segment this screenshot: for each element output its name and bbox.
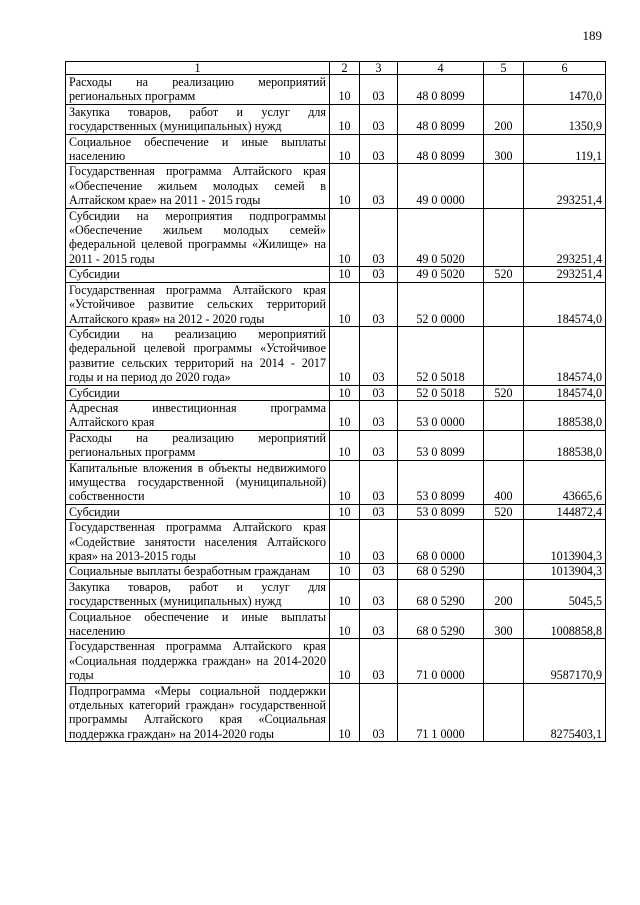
- column-header: 5: [484, 62, 524, 75]
- amount-cell: 1008858,8: [524, 609, 606, 639]
- row-name-cell: Государственная программа Алтайского края «Социальная поддержка граждан» на 2014-2020 годы: [66, 639, 330, 683]
- table-row: [66, 683, 606, 742]
- table-header-row: [66, 62, 606, 75]
- subsection-code-cell: 03: [360, 385, 398, 400]
- amount-cell: 184574,0: [524, 282, 606, 326]
- target-article-cell: 48 0 8099: [398, 134, 484, 164]
- expense-type-cell: 200: [484, 104, 524, 134]
- subsection-code-cell: 03: [360, 75, 398, 105]
- table-row: [66, 520, 606, 564]
- table-row: [66, 282, 606, 326]
- target-article-cell: 49 0 0000: [398, 164, 484, 208]
- subsection-code-cell: 03: [360, 134, 398, 164]
- amount-cell: 43665,6: [524, 460, 606, 504]
- row-name-cell: Социальное обеспечение и иные выплаты населению: [66, 609, 330, 639]
- section-code-cell: 10: [330, 208, 360, 267]
- target-article-cell: 53 0 8099: [398, 430, 484, 460]
- expense-type-cell: 300: [484, 609, 524, 639]
- row-name-cell: Субсидии: [66, 504, 330, 519]
- section-code-cell: 10: [330, 520, 360, 564]
- row-name-cell: Капитальные вложения в объекты недвижимого имущества государственной (муниципальной) собственности: [66, 460, 330, 504]
- target-article-cell: 71 0 0000: [398, 639, 484, 683]
- amount-cell: 188538,0: [524, 430, 606, 460]
- section-code-cell: 10: [330, 609, 360, 639]
- subsection-code-cell: 03: [360, 579, 398, 609]
- amount-cell: 184574,0: [524, 385, 606, 400]
- row-name-cell: Подпрограмма «Меры социальной поддержки отдельных категорий граждан» государственной программы Алтайского края «Социальная поддержка граждан» на 2014-2020 годы: [66, 683, 330, 742]
- table-row: [66, 430, 606, 460]
- subsection-code-cell: 03: [360, 683, 398, 742]
- expense-type-cell: [484, 520, 524, 564]
- section-code-cell: 10: [330, 564, 360, 579]
- subsection-code-cell: 03: [360, 208, 398, 267]
- section-code-cell: 10: [330, 267, 360, 282]
- column-header: 2: [330, 62, 360, 75]
- column-header: 1: [66, 62, 330, 75]
- amount-cell: 1013904,3: [524, 520, 606, 564]
- subsection-code-cell: 03: [360, 564, 398, 579]
- table-row: [66, 579, 606, 609]
- column-header: 6: [524, 62, 606, 75]
- expense-type-cell: 400: [484, 460, 524, 504]
- section-code-cell: 10: [330, 282, 360, 326]
- subsection-code-cell: 03: [360, 460, 398, 504]
- amount-cell: 293251,4: [524, 164, 606, 208]
- subsection-code-cell: 03: [360, 609, 398, 639]
- target-article-cell: 68 0 5290: [398, 579, 484, 609]
- table-row: [66, 326, 606, 385]
- target-article-cell: 48 0 8099: [398, 75, 484, 105]
- subsection-code-cell: 03: [360, 400, 398, 430]
- page-number: 189: [582, 28, 602, 43]
- section-code-cell: 10: [330, 579, 360, 609]
- row-name-cell: Государственная программа Алтайского края «Устойчивое развитие сельских территорий Алтайского края» на 2012 - 2020 годы: [66, 282, 330, 326]
- row-name-cell: Расходы на реализацию мероприятий региональных программ: [66, 75, 330, 105]
- row-name-cell: Социальные выплаты безработным гражданам: [66, 564, 330, 579]
- row-name-cell: Субсидии: [66, 385, 330, 400]
- expense-type-cell: [484, 400, 524, 430]
- table-row: [66, 104, 606, 134]
- amount-cell: 188538,0: [524, 400, 606, 430]
- expense-type-cell: [484, 430, 524, 460]
- table-row: [66, 504, 606, 519]
- expense-type-cell: 520: [484, 504, 524, 519]
- section-code-cell: 10: [330, 134, 360, 164]
- target-article-cell: 68 0 5290: [398, 564, 484, 579]
- target-article-cell: 71 1 0000: [398, 683, 484, 742]
- amount-cell: 9587170,9: [524, 639, 606, 683]
- amount-cell: 5045,5: [524, 579, 606, 609]
- subsection-code-cell: 03: [360, 520, 398, 564]
- target-article-cell: 53 0 8099: [398, 504, 484, 519]
- expense-type-cell: [484, 208, 524, 267]
- section-code-cell: 10: [330, 164, 360, 208]
- amount-cell: 8275403,1: [524, 683, 606, 742]
- expense-type-cell: 300: [484, 134, 524, 164]
- target-article-cell: 48 0 8099: [398, 104, 484, 134]
- table-row: [66, 609, 606, 639]
- target-article-cell: 52 0 5018: [398, 326, 484, 385]
- amount-cell: 184574,0: [524, 326, 606, 385]
- table-row: [66, 385, 606, 400]
- section-code-cell: 10: [330, 430, 360, 460]
- row-name-cell: Государственная программа Алтайского края «Содействие занятости населения Алтайского края» на 2013-2015 годы: [66, 520, 330, 564]
- row-name-cell: Расходы на реализацию мероприятий региональных программ: [66, 430, 330, 460]
- expense-type-cell: 520: [484, 267, 524, 282]
- section-code-cell: 10: [330, 683, 360, 742]
- subsection-code-cell: 03: [360, 164, 398, 208]
- amount-cell: 119,1: [524, 134, 606, 164]
- subsection-code-cell: 03: [360, 639, 398, 683]
- amount-cell: 293251,4: [524, 267, 606, 282]
- target-article-cell: 52 0 5018: [398, 385, 484, 400]
- table-row: [66, 134, 606, 164]
- section-code-cell: 10: [330, 639, 360, 683]
- expense-type-cell: [484, 164, 524, 208]
- table-row: [66, 400, 606, 430]
- row-name-cell: Субсидии на реализацию мероприятий федеральной целевой программы «Устойчивое развитие сельских территорий на 2014 - 2017 годы и на период до 2020 года»: [66, 326, 330, 385]
- expense-type-cell: [484, 282, 524, 326]
- column-header: 4: [398, 62, 484, 75]
- row-name-cell: Адресная инвестиционная программа Алтайского края: [66, 400, 330, 430]
- table-row: [66, 639, 606, 683]
- target-article-cell: 49 0 5020: [398, 208, 484, 267]
- row-name-cell: Субсидии на мероприятия подпрограммы «Обеспечение жильем молодых семей» федеральной целевой программы «Жилище» на 2011 - 2015 годы: [66, 208, 330, 267]
- amount-cell: 1470,0: [524, 75, 606, 105]
- section-code-cell: 10: [330, 385, 360, 400]
- expense-type-cell: [484, 683, 524, 742]
- table-row: [66, 460, 606, 504]
- row-name-cell: Закупка товаров, работ и услуг для государственных (муниципальных) нужд: [66, 104, 330, 134]
- subsection-code-cell: 03: [360, 267, 398, 282]
- subsection-code-cell: 03: [360, 104, 398, 134]
- row-name-cell: Закупка товаров, работ и услуг для государственных (муниципальных) нужд: [66, 579, 330, 609]
- section-code-cell: 10: [330, 104, 360, 134]
- table-row: [66, 267, 606, 282]
- row-name-cell: Социальное обеспечение и иные выплаты населению: [66, 134, 330, 164]
- subsection-code-cell: 03: [360, 282, 398, 326]
- budget-table: [65, 61, 606, 742]
- subsection-code-cell: 03: [360, 504, 398, 519]
- amount-cell: 293251,4: [524, 208, 606, 267]
- column-header: 3: [360, 62, 398, 75]
- section-code-cell: 10: [330, 75, 360, 105]
- table-row: [66, 164, 606, 208]
- row-name-cell: Государственная программа Алтайского края «Обеспечение жильем молодых семей в Алтайском крае» на 2011 - 2015 годы: [66, 164, 330, 208]
- expense-type-cell: [484, 326, 524, 385]
- target-article-cell: 49 0 5020: [398, 267, 484, 282]
- target-article-cell: 53 0 8099: [398, 460, 484, 504]
- section-code-cell: 10: [330, 400, 360, 430]
- table-body: [66, 75, 606, 742]
- subsection-code-cell: 03: [360, 326, 398, 385]
- target-article-cell: 68 0 0000: [398, 520, 484, 564]
- table-row: [66, 75, 606, 105]
- section-code-cell: 10: [330, 460, 360, 504]
- target-article-cell: 68 0 5290: [398, 609, 484, 639]
- table-row: [66, 564, 606, 579]
- expense-type-cell: [484, 75, 524, 105]
- target-article-cell: 53 0 0000: [398, 400, 484, 430]
- expense-type-cell: [484, 564, 524, 579]
- amount-cell: 1013904,3: [524, 564, 606, 579]
- amount-cell: 144872,4: [524, 504, 606, 519]
- target-article-cell: 52 0 0000: [398, 282, 484, 326]
- row-name-cell: Субсидии: [66, 267, 330, 282]
- amount-cell: 1350,9: [524, 104, 606, 134]
- expense-type-cell: 520: [484, 385, 524, 400]
- subsection-code-cell: 03: [360, 430, 398, 460]
- expense-type-cell: [484, 639, 524, 683]
- section-code-cell: 10: [330, 326, 360, 385]
- section-code-cell: 10: [330, 504, 360, 519]
- expense-type-cell: 200: [484, 579, 524, 609]
- table-row: [66, 208, 606, 267]
